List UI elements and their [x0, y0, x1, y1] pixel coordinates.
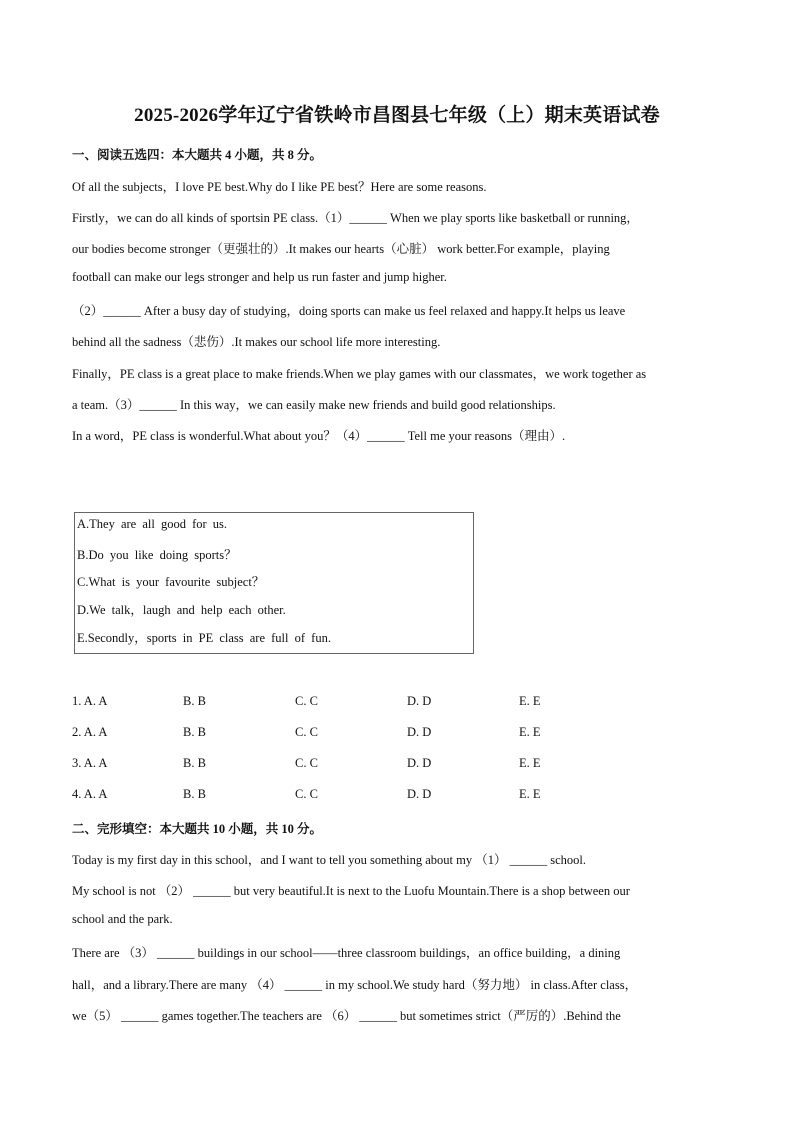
option-b: B.Do you like doing sports？: [77, 548, 237, 562]
exam-title: 2025-2026学年辽宁省铁岭市昌图县七年级（上）期末英语试卷: [134, 105, 660, 126]
answer-row-1: [72, 694, 632, 712]
answer-choice[interactable]: D. D: [407, 725, 432, 739]
answer-choice[interactable]: C. C: [295, 725, 318, 739]
answer-choice[interactable]: C. C: [295, 756, 318, 770]
options-box: [74, 512, 474, 654]
section2-heading: 二、完形填空：本大题共 10 小题，共 10 分。: [72, 822, 323, 836]
passage-line-3: our bodies become stronger（更强壮的）.It makes our hearts（心脏） work better.For example，playing: [72, 242, 610, 256]
passage-line-6: behind all the sadness（悲伤）.It makes our school life more interesting.: [72, 335, 441, 349]
passage-line-9: In a word，PE class is wonderful.What about you？（4）______ Tell me your reasons（理由）.: [72, 429, 566, 443]
answer-choice[interactable]: B. B: [183, 756, 206, 770]
option-d: D.We talk，laugh and help each other.: [77, 603, 286, 617]
cloze-line-5: hall，and a library.There are many （4） ______ in my school.We study hard（努力地） in class.After class，: [72, 978, 638, 992]
answer-choice[interactable]: E. E: [519, 725, 541, 739]
option-e: E.Secondly，sports in PE class are full of fun.: [77, 631, 331, 645]
answer-row-3: [72, 756, 632, 774]
cloze-line-4: There are （3） ______ buildings in our school——three classroom buildings，an office building，a dining: [72, 946, 621, 960]
answer-choice[interactable]: D. D: [407, 787, 432, 801]
passage-line-5: （2）______ After a busy day of studying，doing sports can make us feel relaxed and happy.It helps us leave: [72, 304, 626, 318]
answer-row-2: [72, 725, 632, 743]
cloze-line-6: we（5） ______ games together.The teachers are （6） ______ but sometimes strict（严厉的）.Behind the: [72, 1009, 621, 1023]
answer-choice[interactable]: 1. A. A: [72, 694, 108, 708]
answer-choice[interactable]: B. B: [183, 725, 206, 739]
cloze-line-3: school and the park.: [72, 912, 173, 926]
answer-row-4: [72, 787, 632, 805]
passage-line-7: Finally，PE class is a great place to make friends.When we play games with our classmates，we work together as: [72, 367, 647, 381]
passage-line-1: Of all the subjects，I love PE best.Why do I like PE best？Here are some reasons.: [72, 180, 487, 194]
answer-choice[interactable]: D. D: [407, 694, 432, 708]
cloze-line-2: My school is not （2） ______ but very beautiful.It is next to the Luofu Mountain.There is a shop between our: [72, 884, 630, 898]
answer-choice[interactable]: B. B: [183, 694, 206, 708]
option-a: A.They are all good for us.: [77, 517, 228, 531]
answer-choice[interactable]: E. E: [519, 787, 541, 801]
answer-choice[interactable]: E. E: [519, 756, 541, 770]
answer-choice[interactable]: B. B: [183, 787, 206, 801]
passage-line-4: football can make our legs stronger and help us run faster and jump higher.: [72, 270, 447, 284]
answer-choice[interactable]: C. C: [295, 787, 318, 801]
answer-choice[interactable]: 4. A. A: [72, 787, 108, 801]
answer-choice[interactable]: D. D: [407, 756, 432, 770]
cloze-line-1: Today is my first day in this school，and I want to tell you something about my （1） ______ school.: [72, 853, 587, 867]
passage-line-2: Firstly，we can do all kinds of sportsin PE class.（1）______ When we play sports like basketball or running，: [72, 211, 639, 225]
answer-choice[interactable]: E. E: [519, 694, 541, 708]
passage-line-8: a team.（3）______ In this way，we can easily make new friends and build good relationships.: [72, 398, 556, 412]
answer-choice[interactable]: 3. A. A: [72, 756, 108, 770]
option-c: C.What is your favourite subject？: [77, 575, 265, 589]
answer-choice[interactable]: C. C: [295, 694, 318, 708]
section1-heading: 一、阅读五选四：本大题共 4 小题，共 8 分。: [72, 148, 323, 162]
answer-choice[interactable]: 2. A. A: [72, 725, 108, 739]
